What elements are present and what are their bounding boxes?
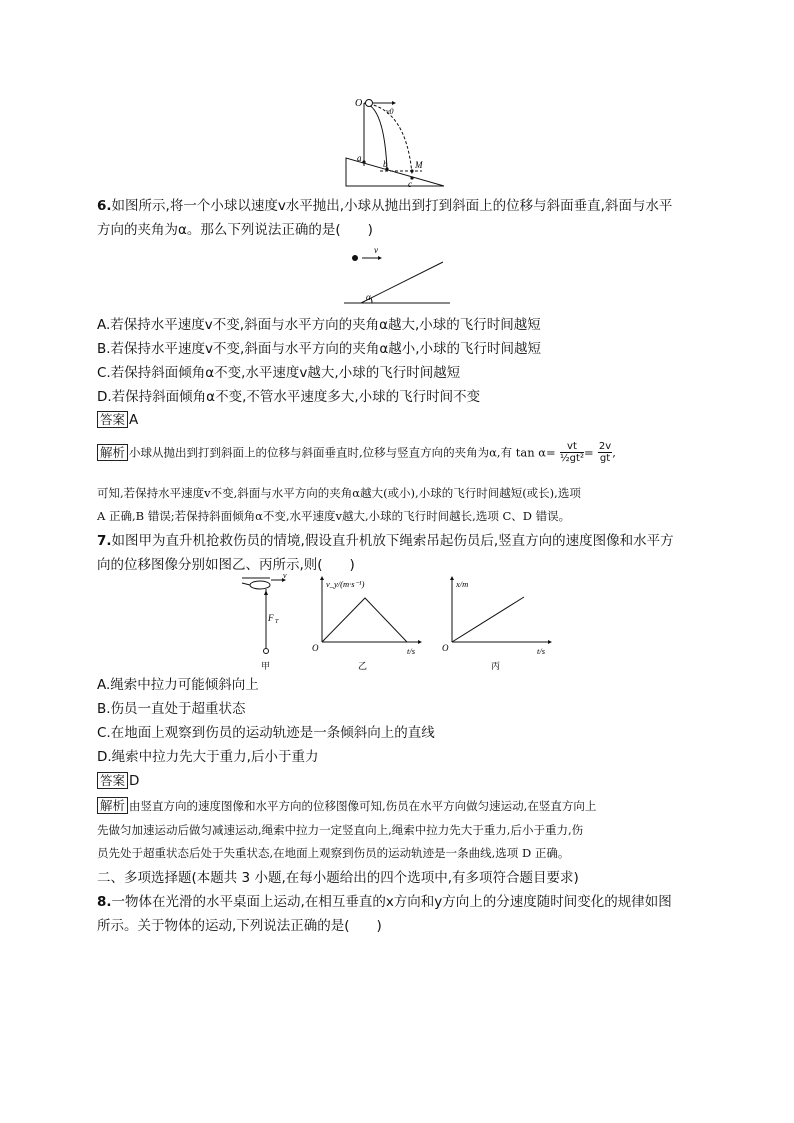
label-t-axis-yi: t/s: [407, 646, 416, 656]
label-v: v: [374, 245, 378, 255]
projectile-incline-figure: [340, 94, 450, 190]
label-yi: 乙: [358, 661, 368, 671]
q7-number: 7.: [97, 533, 112, 549]
q6-number: 6.: [97, 198, 112, 214]
q6-analysis-line2: 可知,若保持水平速度v不变,斜面与水平方向的夹角α越大(或小),小球的飞行时间越短(或长),选项: [97, 486, 581, 500]
q7-option-a: A.绳索中拉力可能倾斜向上: [97, 677, 259, 693]
q6-option-d: D.若保持斜面倾角α不变,不管水平速度多大,小球的飞行时间不变: [97, 389, 481, 405]
q7-option-c: C.在地面上观察到伤员的运动轨迹是一条倾斜向上的直线: [97, 725, 435, 741]
label-v0: v0: [386, 107, 394, 116]
analysis-tag: 解析: [97, 797, 128, 814]
svg-text:T: T: [275, 619, 279, 625]
label-origin-bing: O: [442, 643, 449, 653]
label-t-axis-bing: t/s: [537, 646, 546, 656]
q6-option-a: A.若保持水平速度v不变,斜面与水平方向的夹角α越大,小球的飞行时间越短: [97, 317, 541, 333]
q6-option-c: C.若保持斜面倾角α不变,水平速度v越大,小球的飞行时间越短: [97, 365, 461, 381]
q6-answer: [97, 411, 138, 429]
label-O: O: [355, 98, 363, 109]
helicopter-figure: [240, 574, 290, 672]
label-jia: 甲: [261, 661, 271, 671]
q8-stem-line2: 所示。关于物体的运动,下列说法正确的是( ): [97, 918, 382, 934]
q8-stem-line1: 8.一物体在光滑的水平桌面上运动,在相互垂直的x方向和y方向上的分速度随时间变化的规律如图: [97, 894, 672, 910]
q7-stem-line1: 7.如图甲为直升机抢救伤员的情境,假设直升机放下绳索吊起伤员后,竖直方向的速度图像和水平方: [97, 533, 674, 549]
label-vy-axis: v_y/(m·s⁻¹): [326, 579, 365, 589]
incline-figure: [340, 245, 455, 307]
q6-stem-line1: 6.如图所示,将一个小球以速度v水平抛出,小球从抛出到打到斜面上的位移与斜面垂直,斜面与水平: [97, 198, 673, 214]
label-bing: 丙: [491, 661, 501, 671]
answer-value: A: [129, 412, 139, 428]
label-alpha: α: [366, 292, 371, 302]
q7-analysis-line3: 员先处于超重状态后处于失重状态,在地面上观察到伤员的运动轨迹是一条曲线,选项 D 正确。: [97, 846, 570, 860]
q7-answer: [97, 772, 139, 790]
fraction-1: $\frac{vt}{\text{½gt²}}$: [559, 441, 584, 464]
q6-analysis-line1: 解析 小球从抛出到打到斜面上的位移与斜面垂直时,位移与竖直方向的夹角为α,有 tan α= $\frac{vt}{\text{½gt²}}$ = $\frac{2v}{gt}$ ,: [97, 441, 616, 464]
q6-stem-line2: 方向的夹角为α。那么下列说法正确的是( ): [97, 222, 373, 238]
label-M: M: [415, 160, 423, 170]
label-x-axis: x/m: [456, 579, 469, 589]
q7-analysis-line2: 先做匀加速运动后做匀减速运动,绳索中拉力一定竖直向上,绳索中拉力先大于重力,后小于重力,伤: [97, 823, 584, 837]
fraction-2: $\frac{2v}{gt}$: [598, 441, 612, 464]
x-t-graph: [440, 576, 555, 674]
q7-option-d: D.绳索中拉力先大于重力,后小于重力: [97, 749, 319, 765]
q7-stem-line2: 向的位移图像分别如图乙、丙所示,则( ): [97, 557, 355, 573]
label-a: a: [357, 153, 362, 163]
label-origin-yi: O: [312, 643, 319, 653]
label-FT: F: [268, 613, 274, 623]
q7-option-b: B.伤员一直处于超重状态: [97, 701, 246, 717]
analysis-tag: 解析: [97, 444, 128, 461]
vy-t-graph: [310, 576, 425, 674]
q7-analysis-line1: 解析 由竖直方向的速度图像和水平方向的位移图像可知,伤员在水平方向做匀速运动,在竖直方向上: [97, 797, 596, 814]
q6-analysis-line3: A 正确,B 错误;若保持斜面倾角α不变,水平速度v越大,小球的飞行时间越长,选项 C、D 错误。: [97, 509, 571, 523]
answer-value: D: [129, 773, 140, 789]
answer-tag: 答案: [97, 411, 128, 428]
q8-number: 8.: [97, 894, 112, 910]
label-b: b: [383, 159, 388, 169]
q6-option-b: B.若保持水平速度v不变,斜面与水平方向的夹角α越小,小球的飞行时间越短: [97, 341, 542, 357]
section-2-title: 二、多项选择题(本题共 3 小题,在每小题给出的四个选项中,有多项符合题目要求): [97, 870, 579, 886]
answer-tag: 答案: [97, 772, 128, 789]
label-v-heli: v: [283, 574, 287, 580]
label-c: c: [408, 179, 412, 189]
